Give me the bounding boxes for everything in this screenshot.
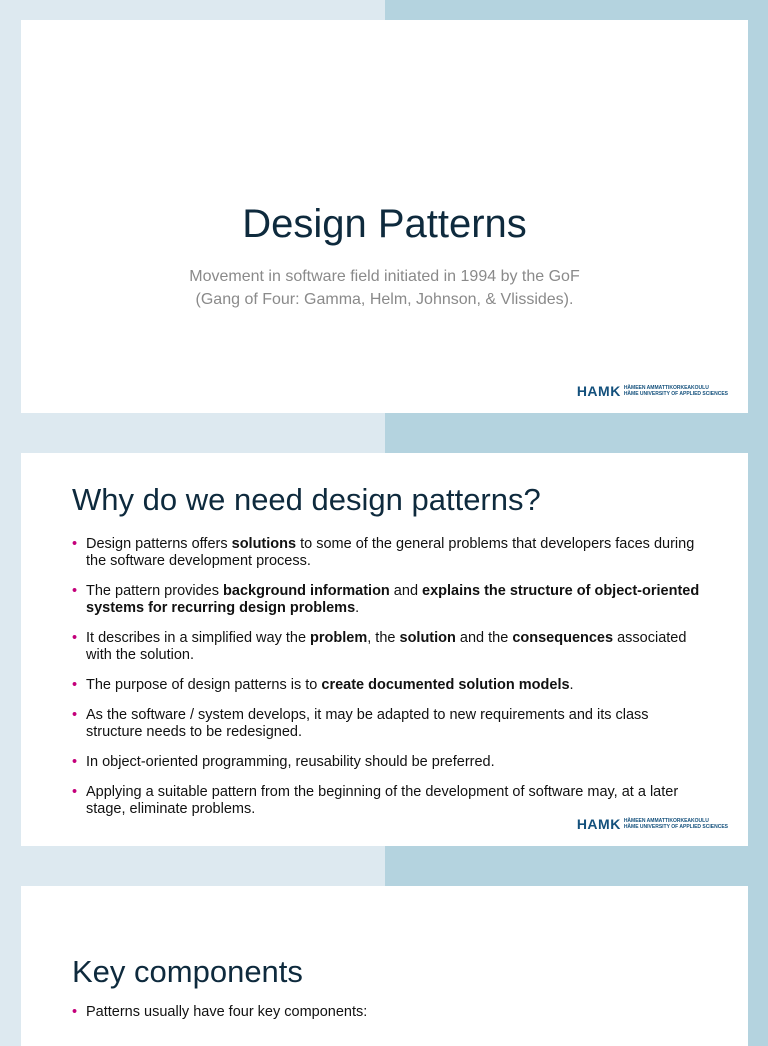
bullet-bold: create documented solution models: [321, 677, 570, 693]
bullet-text: and: [389, 583, 423, 599]
subtitle-line-2: (Gang of Four: Gamma, Helm, Johnson, & Vlissides).: [195, 291, 574, 308]
bullet-item: [72, 583, 708, 617]
logo-line-2: HÄME UNIVERSITY OF APPLIED SCIENCES: [623, 824, 728, 830]
bullet-text: The purpose of design patterns is to: [86, 677, 322, 693]
bullet-text: associated with the solution.: [86, 630, 687, 663]
bullet-item: [72, 630, 708, 664]
bullet-item: • In object-oriented programming, reusability should be preferred.: [72, 754, 708, 771]
bullet-item: • Patterns usually have four key components:: [72, 1004, 708, 1021]
bullet-text: to some of the general problems that developers faces during the software development process.: [86, 536, 695, 569]
bullet-item: [72, 536, 708, 570]
hamk-logo: [577, 816, 728, 832]
logo-line-2: HÄME UNIVERSITY OF APPLIED SCIENCES: [623, 391, 728, 397]
subtitle-line-1: Movement in software field initiated in 1994 by the GoF: [189, 268, 580, 285]
slide-title: Design Patterns: [242, 202, 527, 246]
bullet-bold: problem: [310, 630, 368, 646]
hamk-logo: [577, 383, 728, 399]
bullet-bold: consequences: [512, 630, 614, 646]
bullet-item: • As the software / system develops, it may be adapted to new requirements and its class structure needs to be redesigned.: [72, 707, 708, 741]
why-slide: [21, 453, 748, 846]
logo-mark: HAMK: [576, 816, 621, 832]
bullet-text: and the: [455, 630, 513, 646]
bullet-bold: solutions: [231, 536, 297, 552]
bullet-bold: background information: [223, 583, 390, 599]
logo-line-1: HÄMEEN AMMATTIKORKEAKOULU: [623, 818, 709, 824]
bullet-item: • Applying a suitable pattern from the beginning of the development of software may, at a later stage, eliminate problems.: [72, 784, 708, 818]
logo-line-1: HÄMEEN AMMATTIKORKEAKOULU: [623, 385, 709, 391]
logo-text: [624, 818, 728, 830]
slide-heading: Key components: [72, 954, 303, 989]
title-slide: [21, 20, 748, 413]
bullet-text: The pattern provides: [86, 583, 224, 599]
bullet-item: [72, 677, 708, 694]
logo-mark: HAMK: [576, 383, 621, 399]
key-components-slide: [21, 886, 748, 1046]
slide-heading: Why do we need design patterns?: [72, 482, 541, 517]
bullet-text: Design patterns offers: [86, 536, 232, 552]
bullet-text: .: [569, 677, 574, 693]
bullet-bold: explains the structure of object-oriented systems for recurring design problems: [86, 583, 700, 616]
bullet-bold: solution: [399, 630, 456, 646]
slide-subtitle: [21, 265, 748, 311]
bullet-text: It describes in a simplified way the: [86, 630, 311, 646]
bullet-list: [72, 1004, 708, 1034]
logo-text: [624, 385, 728, 397]
bullet-text: , the: [367, 630, 400, 646]
bullet-list: [72, 536, 708, 831]
bullet-text: .: [355, 600, 360, 616]
